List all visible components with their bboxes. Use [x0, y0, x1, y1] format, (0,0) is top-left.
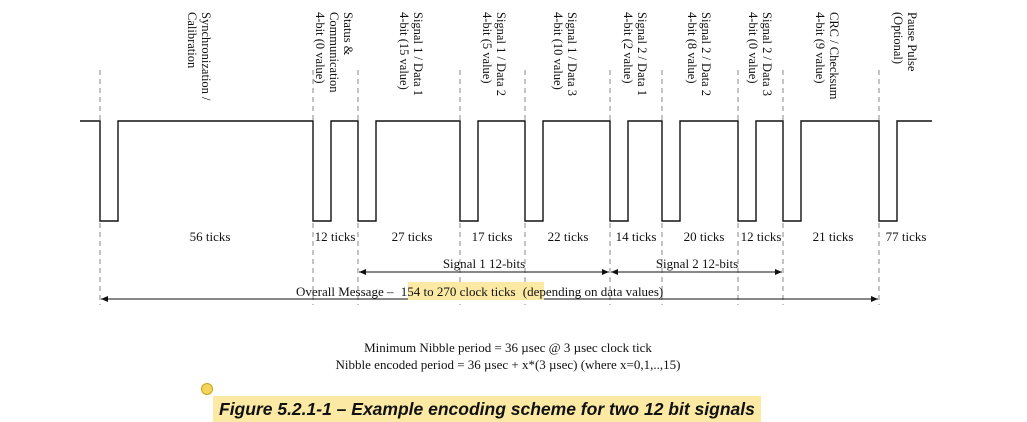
tick-label: 12 ticks [740, 229, 782, 244]
field-label-s1d3: Signal 1 / Data 3 4-bit (10 value) [551, 12, 579, 97]
field-labels [185, 12, 919, 104]
note-min-period: Minimum Nibble period = 36 µsec @ 3 µsec clock tick [364, 340, 652, 355]
signal1-span-label: Signal 1 12-bits [442, 256, 526, 271]
signal-spans [359, 256, 782, 272]
tick-label: 14 ticks [615, 229, 657, 244]
tick-label: 20 ticks [683, 229, 725, 244]
field-label-s1d2: Signal 1 / Data 2 4-bit (5 value) [480, 12, 508, 97]
tick-counts [190, 229, 927, 244]
tick-label: 56 ticks [189, 229, 231, 244]
overall-span [101, 282, 878, 300]
field-label-crc: CRC / Checksum 4-bit (9 value) [813, 12, 841, 100]
figure-caption: Figure 5.2.1-1 – Example encoding scheme for two 12 bit signals [213, 396, 761, 422]
pulse-waveform [80, 121, 932, 221]
tick-label: 27 ticks [391, 229, 433, 244]
tick-label: 12 ticks [314, 229, 356, 244]
field-label-s1d1: Signal 1 / Data 1 4-bit (15 value) [397, 12, 425, 97]
field-label-pause: Pause Pulse (Optional) [891, 12, 919, 72]
field-label-s2d2: Signal 2 / Data 2 4-bit (8 value) [685, 12, 713, 97]
tick-label: 77 ticks [885, 229, 927, 244]
tick-label: 21 ticks [812, 229, 854, 244]
field-label-status: Status & Communication 4-bit (0 value) [313, 12, 355, 93]
field-label-sync: Synchronization / Calibration [185, 12, 213, 101]
signal2-span-label: Signal 2 12-bits [655, 256, 739, 271]
tick-label: 17 ticks [471, 229, 513, 244]
field-label-s2d3: Signal 2 / Data 3 4-bit (0 value) [746, 12, 774, 97]
tick-label: 22 ticks [547, 229, 589, 244]
field-label-s2d1: Signal 2 / Data 1 4-bit (2 value) [621, 12, 649, 97]
overall-span-label: Overall Message – 154 to 270 clock ticks (depending on data values) [296, 284, 664, 299]
annotation-marker [201, 383, 213, 395]
note-encoded-period: Nibble encoded period = 36 µsec + x*(3 µsec) (where x=0,1,..,15) [335, 357, 681, 372]
